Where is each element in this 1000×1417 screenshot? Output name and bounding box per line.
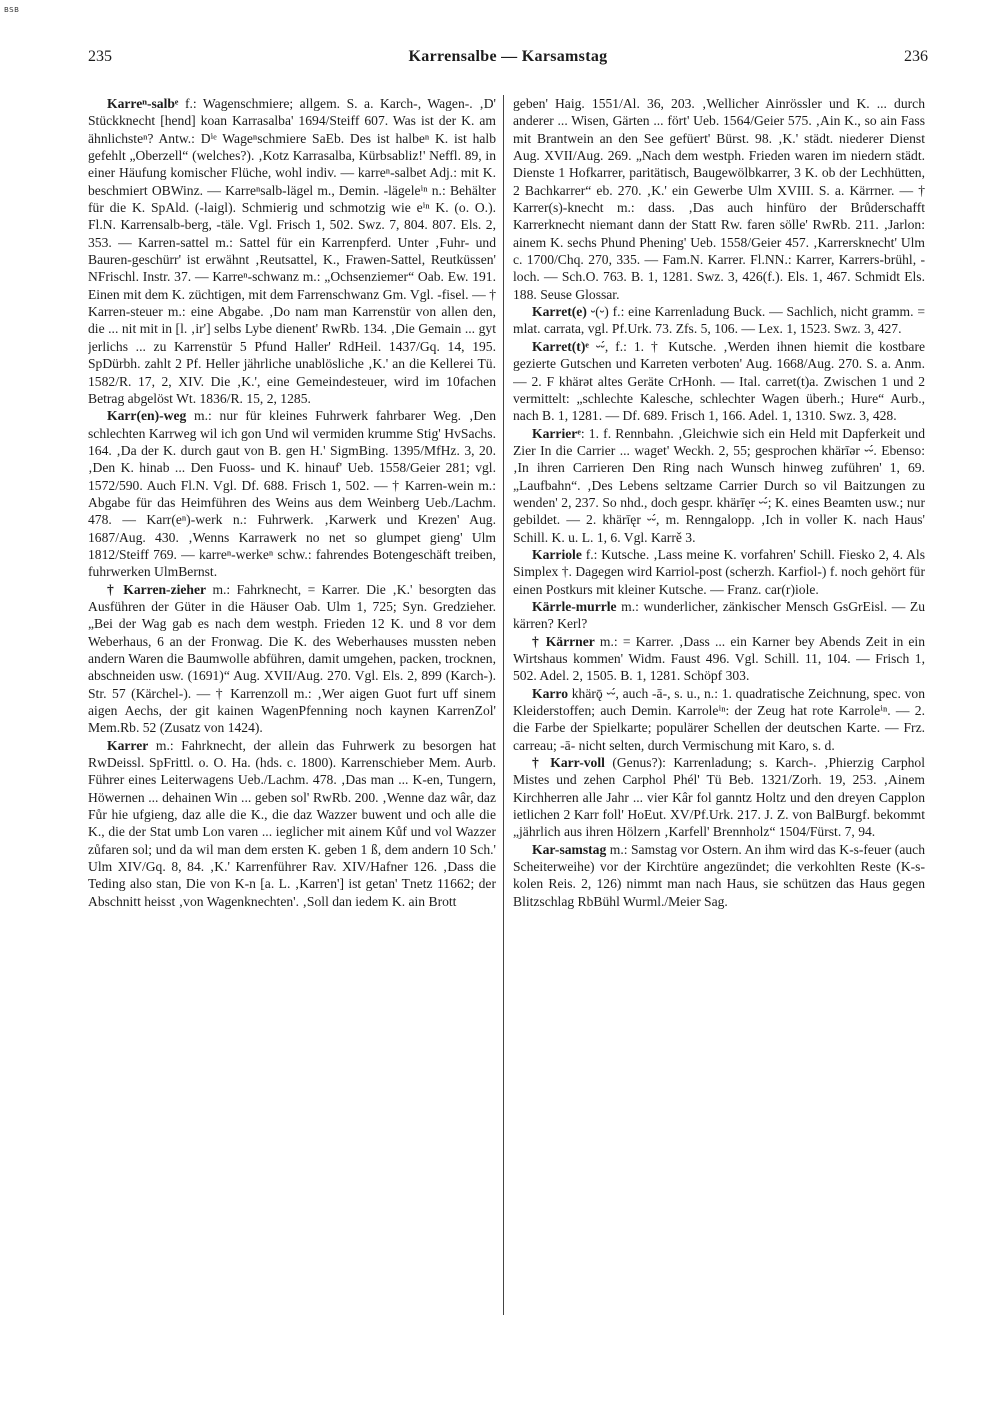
dictionary-entry [88,581,496,737]
entry-text: (Genus?): Karrenladung; s. Karch-. ‚Phierzig Carphol Mistes und zehen Carphol Phél' Tü Beb. 1321/Zorh. 19, 253. ‚Ainem Kirchherren alle Jahr ... vier Kâr fol ganntz Holtz und den dreyen Capplon ietlichen 2 Karr foll' HoEut. XV/Pf.Urk. 217. J. Z. von BalBurgf. bekommt „jährlich aus ihren Hölzern ‚Karfell' Brennholz“ 1504/Fürst. 7, 94. [513,755,925,840]
left-column [88,95,496,1320]
entry-text: ⏑(⏑) f.: eine Karrenladung Buck. — Sachlich, nicht gramm. = mlat. carrata, vgl. Pf.Urk. 73. Zfs. 5, 106. — Lex. 1, 1523. Swz. 3, 427. [513,304,925,337]
page-number-right: 236 [904,48,928,65]
page-number-left: 235 [88,48,112,65]
entry-lemma: Karrer [107,737,149,753]
entry-text: f.: Kutsche. ‚Lass meine K. vorfahren' Schill. Fiesko 2, 4. Als Simplex †. Dagegen wird Karriol-post (scherzh. Karfiol-) f. noch gehört für einen Postkurs mit kleiner Kutsche. — Franz. car(r)iole. [513,546,925,597]
entry-lemma: Karret(e) [532,304,587,320]
entry-text: : 1. f. Rennbahn. ‚Gleichwie sich ein Held mit Dapferkeit und Zier In die Carrier ... waget' Weckh. 2, 55; gesprochen khärīǝr ⏑⏑́. Ebenso: ‚In ihren Carrieren Den Ring nach Wunsch hinweg zuführen' 1, 69. „Laufbahn“. ‚Des Lebens seltzame Carrier Durch so vil Baitzungen zu wenden' 2, 237. So nhd., doch gespr. khärīęr ⏑⏑́; K. eines Beamten usw.; nur gebildet. — 2. khärīęr ⏑⏑́, m. Renngalopp. ‚Ich in voller K. nach Haus' Schill. K. u. L. 1, 6. Vgl. Karrě 3. [513,425,925,545]
entry-lemma: † Karren-zieher [107,581,207,597]
entry-lemma: † Kärrner [532,633,595,649]
dictionary-entry [88,95,496,407]
entry-text: f.: Wagenschmiere; allgem. S. a. Karch-, Wagen-. ‚D' Stückknecht [hend] koan Karrasalba' 1694/Steiff 607. Was ist der K. am ähnlichsteⁿ? Antw.: Dⁱᵉ Wageⁿschmiere SaEb. Des ist halbeⁿ K. ist halb gefehlt „Oberzell“ (welches?). ‚Kotz Karrasalba, Kürbsabliz!' Neffl. 89, in einer Häufung komischer Flüche, wohl indiv. — karreⁿ-salbet Adj.: mit K. beschmiert OBWinz. — Karreⁿsalb-lägel m., Demin. -lägeleⁱⁿ n.: Behälter für die K. SpAld. (-laigl). Schmierig und schmotzig wie eⁱⁿ K. (o. O.). Fl.N. Karrensalb-berg, -täle. Vgl. Frisch 1, 502. Swz. 7, 804. 807. Els. 2, 353. — Karren-sattel m.: Sattel für ein Karrenpferd. Unter ‚Fuhr- und Bauren-geschürr' ist erwähnt ‚Reutsattel, K., Frawen-Sattel, Reutküssen' NFrischl. Instr. 37. — Karreⁿ-schwanz m.: „Ochsenziemer“ Oab. Ew. 191. Einen mit dem K. züchtigen, mit dem Farrenschwanz Gm. Vgl. -fisel. — † Karren-steuer m.: eine Abgabe. ‚Do nam man Karrenstür von allen den, die ... nit mit in [l. ‚ir'] selbs Lybe dienent' RwRb. 134. ‚Die Gemain ... gyt jerlichs ... zu Karrenstür 5 Pfund Haller' RdHeil. 1437/Gq. 14, 195. SpDürbh. zahlt 2 Pf. Heller jährliche unablösliche ‚K.' an die Kellerei Tü. 1582/R. 17, 2, XIV. Die ‚K.', eine Gemeindesteuer, wird im 10fachen Betrag abgelöst Wt. 1836/R. 15, 2, 1285. [88,96,496,406]
dictionary-entry [513,598,925,633]
dictionary-entry [513,303,925,338]
entry-lemma: † Karr-voll [532,755,605,771]
dictionary-entry [513,685,925,754]
entry-text: khärǭ ⏑⏑́, auch -ā-, s. u., n.: 1. quadratische Zeichnung, spec. von Kleiderstoffen; auch Demin. Karroleⁱⁿ: der Zeug hat rote Karroleⁱⁿ. — 2. die Farbe der Spielkarte; populärer Schellen der deutschen Karte. — Frz. carreau; -ā- nicht selten, durch Vermischung mit Karo, s. d. [513,685,925,753]
dictionary-entry [513,338,925,425]
entry-lemma: Karret(t)ᵉ [532,338,589,354]
library-stamp: BSB [4,6,20,14]
entry-lemma: Kärrle-murrle [532,598,617,614]
dictionary-entry [513,546,925,598]
entry-lemma: Karriole [532,546,582,562]
entry-lemma: Karr(en)-weg [107,408,187,424]
dictionary-entry [513,425,925,546]
entry-text: m.: Samstag vor Ostern. An ihm wird das K-s-feuer (auch Scheiterweihe) vor der Kirchtüre angezündet; die verkohlten Reste (K-s-kolen Reis. 2, 126) nimmt man nach Haus, sie schützen das Haus gegen Blitzschlag RbBühl Wurml./Meier Sag. [513,841,925,909]
entry-text: m.: nur für kleines Fuhrwerk fahrbarer Weg. ‚Den schlechten Karrweg wil ich gon Und wil vermiden krumme Stig' HvSachs. 164. ‚Da der K. durch gaut von B. gen H.' SigmBing. 1395/MfHz. 3, 20. ‚Den K. hinab ... Den Fuoss- und K. hinauf' Ueb. 1558/Geier 281; vgl. 1572/590. Auch Fl.N. Vgl. Df. 688. Frisch 1, 502. — † Karren-wein m.: Abgabe für das Heimführen des Weins aus dem Weinberg Ueb./Lachm. 478. — Karr(eⁿ)-werk n.: Fuhrwerk. ‚Karwerk und Krezen' Aug. 1687/Aug. 430. ‚Wenns Karrawerk no net so glumpet gieng' Ulm 1812/Steiff 769. — karreⁿ-werkeⁿ schw.: fahrendes Botengeschäft treiben, fuhrwerken UlmBernst. [88,408,496,580]
right-column [513,95,925,1320]
entry-text: m.: Fahrknecht, = Karrer. Die ‚K.' besorgten das Ausführen der Güter in die Häuser Oab. Ulm 1, 725; Syn. Gredzieher. „Bei der Wag gab es nach dem westph. Frieden 12 K. und 8 vor dem Weberhaus, 6 an der Fronwag. Die K. des Weberhauses mussten neben andern Waren die Baumwolle abführen, damit umgehen, packen, trocknen, abschneiden usw. (1691)“ Aug. XVII/Aug. 270. Vgl. Els. 2, 899 (Karch-). Str. 57 (Kärchel-). — † Karrenzoll m.: ‚Wer aigen Guot furt uff sinem aigen Aechs, der git kainen WagenPfenning noch kaynen KarrenZol' Mem.Rb. 52 (Zusatz von 1424). [88,581,496,736]
column-divider [503,95,504,1315]
entry-lemma: Karrierᵉ [532,425,581,441]
entry-lemma: Kar-samstag [532,841,607,857]
dictionary-entry [513,633,925,685]
entry-text: m.: wunderlicher, zänkischer Mensch GsGrEisl. — Zu kärren? Kerl? [513,598,925,632]
entry-text: ⏑⏑́, f.: 1. † Kutsche. ‚Werden ihnen hiemit die kostbare gezierte Gutschen und Karreten verboten' Aug. 1668/Aug. 270. S. a. Anm. — 2. F khärǝt altes Geräte CrHonh. — Ital. carret(t)a. Zwischen 1 und 2 vermittelt: „schlechte Kalesche, schlechter Wagen überh.; Hure“ Aurb., nach B. 1, 1281. — Df. 689. Frisch 1, 166. Adel. 1, 1310. Swz. 3, 428. [513,338,925,424]
dictionary-entry [88,407,496,580]
dictionary-entry [88,737,496,910]
page-header [88,48,928,70]
entry-text: m.: = Karrer. ‚Dass ... ein Karner bey Abends Zeit in ein Wirtshaus kommen' Widm. Faust 496. Vgl. Schill. 11, 104. — Frisch 1, 502. Adel. 2, 1505. B. 1, 1281. Schöpf 303. [513,633,925,684]
entry-lemma: Karreⁿ-salbᵉ [107,96,179,111]
entry-text: geben' Haig. 1551/Al. 36, 203. ‚Wellicher Ainrössler und K. ... durch anderer ... Wisen, Gärten ... fört' Ueb. 1564/Geier 575. ‚Ain K., so ain Fass mit Brantwein an den See gefüert' Bürst. 98. ‚K.' städt. niederer Dienst Aug. XVII/Aug. 269. „Nach dem westph. Frieden waren im niedern städt. Dienste 1 Hofkarrer, paritätisch, Baugewölbkarrer, 3 K. ob der Lechhütten, 2 Bachkarrer“ eb. 270. ‚K.' ein Gewerbe Ulm XVIII. S. a. Kärrner. — † Karrer(s)-knecht m.: dass. ‚Das auch hinfüro der Brůderschafft Karrerknecht niemant dann der Statt Rw. faren sölle' RwRb. 211. ‚Jarlon: ainem K. sechs Phund Phening' Ueb. 1558/Geier 457. ‚Karrersknecht' Ulm c. 1700/Chq. 270, 335. — Fam.N. Karrer. Fl.NN.: Karrer, Karrers-brühl, -loch. — Sch.O. 763. B. 1, 1281. Swz. 3, 426(f.). Els. 1, 467. Schmidt Els. 188. Seuse Glossar. [513,96,925,302]
dictionary-entry [513,95,925,303]
dictionary-entry [513,841,925,910]
entry-text: m.: Fahrknecht, der allein das Fuhrwerk zu besorgen hat RwDeissl. SpFrittl. o. O. Ha. (hds. c. 1800). Karrenschieber Mem. Aurb. Führer eines Leiterwagens Ueb./Lachm. 478. ‚Das man ... K-en, Tungern, Höwernen ... dehainen Win ... geben sol' RwRb. 200. ‚Wenne daz wâr, daz Fůr hie ufgieng, daz alle die K., die daz Wazzer buwent und och alle die K., die der Stat umb Lon varen ... ieglicher mit ainem Kůf und vol Wazzer zůfaren sol; und da wil man dem ersten K. geben 1 ß, dem andern 10 Sch.' Ulm XIV/Gq. 8, 84. ‚K.' Karrenführer Rav. XIV/Hafner 126. ‚Dass die Teding also stan, Die von K-n [a. L. ‚Karren'] ist getan' Tnetz 11662; der Abschnitt heisst ‚von Wagenknechten'. ‚Soll dan iedem K. ain Brott [88,737,496,909]
dictionary-entry [513,754,925,841]
entry-lemma: Karro [532,685,569,701]
running-head: Karrensalbe — Karsamstag [408,48,608,65]
